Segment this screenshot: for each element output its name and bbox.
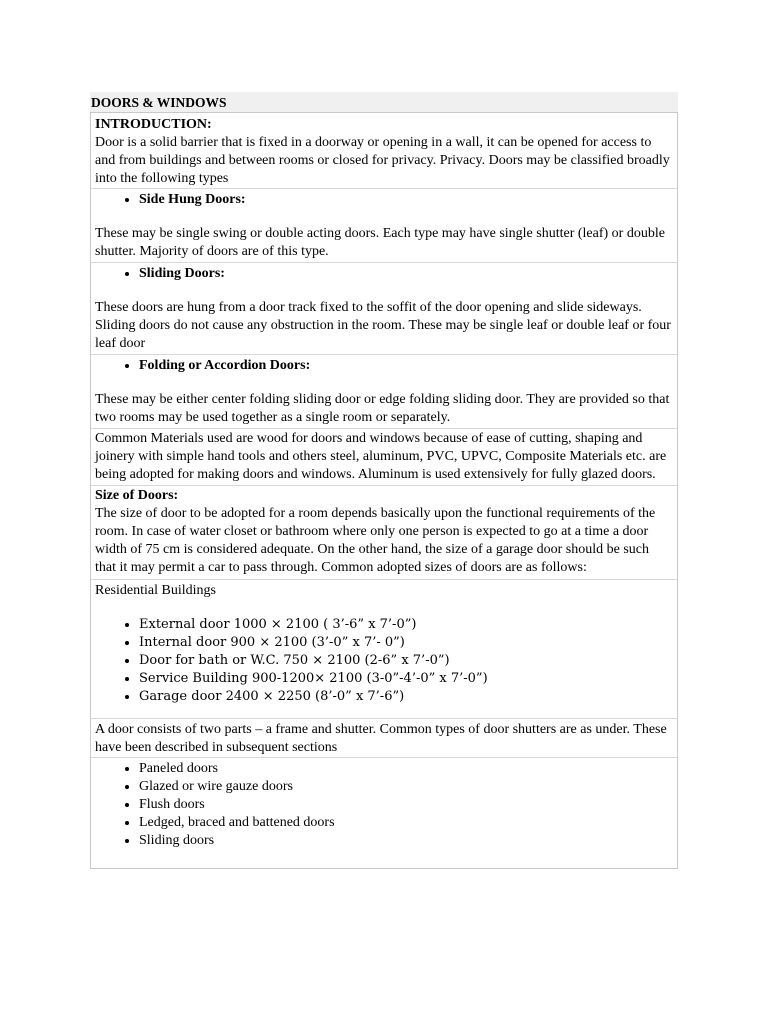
door-size-item: • External door 1000 × 2100 ( 3’-6” x 7’-0”) <box>139 616 677 634</box>
intro-text: Door is a solid barrier that is fixed in a doorway or opening in a wall, it can be opened for access to and from buildings and between rooms or closed for privacy. Privacy. Doors may be classified broadly into the following types <box>95 135 670 186</box>
content-box <box>90 112 678 869</box>
shutter-type-item: • Flush doors <box>139 796 677 814</box>
intro-title: INTRODUCTION: <box>95 117 212 132</box>
type-3-text: These may be either center folding sliding door or edge folding sliding door. They are provided so that two rooms may be used together as a single room or separately. <box>95 392 670 425</box>
door-size-item: • Garage door 2400 × 2250 (8’-0” x 7’-6”) <box>139 688 677 706</box>
type-1-text: These may be single swing or double acting doors. Each type may have single shutter (leaf) or double shutter. Majority of doors are of this type. <box>95 226 665 259</box>
door-size-item: • Service Building 900-1200× 2100 (3-0”-4’-0” x 7’-0”) <box>139 670 677 688</box>
type-3-name: Folding or Accordion Doors: <box>139 358 311 373</box>
type-1-name: Side Hung Doors: <box>139 192 246 207</box>
shutter-section <box>91 757 677 868</box>
residential-label: Residential Buildings <box>95 583 216 598</box>
intro-section <box>91 113 677 188</box>
shutter-type-item: • Ledged, braced and battened doors <box>139 814 677 832</box>
shutter-type-item: • Glazed or wire gauze doors <box>139 778 677 796</box>
type-3-header <box>91 354 677 375</box>
shutter-type-item: • Paneled doors <box>139 760 677 778</box>
door-size-item: • Door for bath or W.C. 750 × 2100 (2-6” x 7’-0”) <box>139 652 677 670</box>
type-2-name: Sliding Doors: <box>139 266 225 281</box>
materials-text: Common Materials used are wood for doors and windows because of ease of cutting, shaping and joinery with simple hand tools and others steel, aluminum, PVC, UPVC, Composite Materials etc. are being adopted for making doors and windows. Aluminum is used extensively for fully glazed doors. <box>91 428 677 485</box>
residential-section <box>91 579 677 718</box>
door-size-list <box>91 616 677 706</box>
door-size-item: • Internal door 900 × 2100 (3’-0” x 7’- 0”) <box>139 634 677 652</box>
size-text: The size of door to be adopted for a room depends basically upon the functional requirements of the room. In case of water closet or bathroom where only one person is expected to go at a time a door width of 75 cm is considered adequate. On the other hand, the size of a garage door should be such that it may permit a car to pass through. Common adopted sizes of doors are as follows: <box>95 506 656 575</box>
document-heading: DOORS & WINDOWS <box>90 92 678 112</box>
type-1-header <box>91 188 677 209</box>
size-title: Size of Doors: <box>95 488 179 503</box>
size-section <box>91 485 677 579</box>
type-2-text: These doors are hung from a door track fixed to the soffit of the door opening and slide sideways. Sliding doors do not cause any obstruction in the room. These may be single leaf or double leaf or four leaf door <box>95 300 671 351</box>
parts-text: A door consists of two parts – a frame and shutter. Common types of door shutters are as under. These have been described in subsequent sections <box>91 718 677 757</box>
type-2-header <box>91 262 677 283</box>
document <box>90 92 678 869</box>
shutter-type-list <box>91 760 677 850</box>
shutter-type-item: • Sliding doors <box>139 832 677 850</box>
